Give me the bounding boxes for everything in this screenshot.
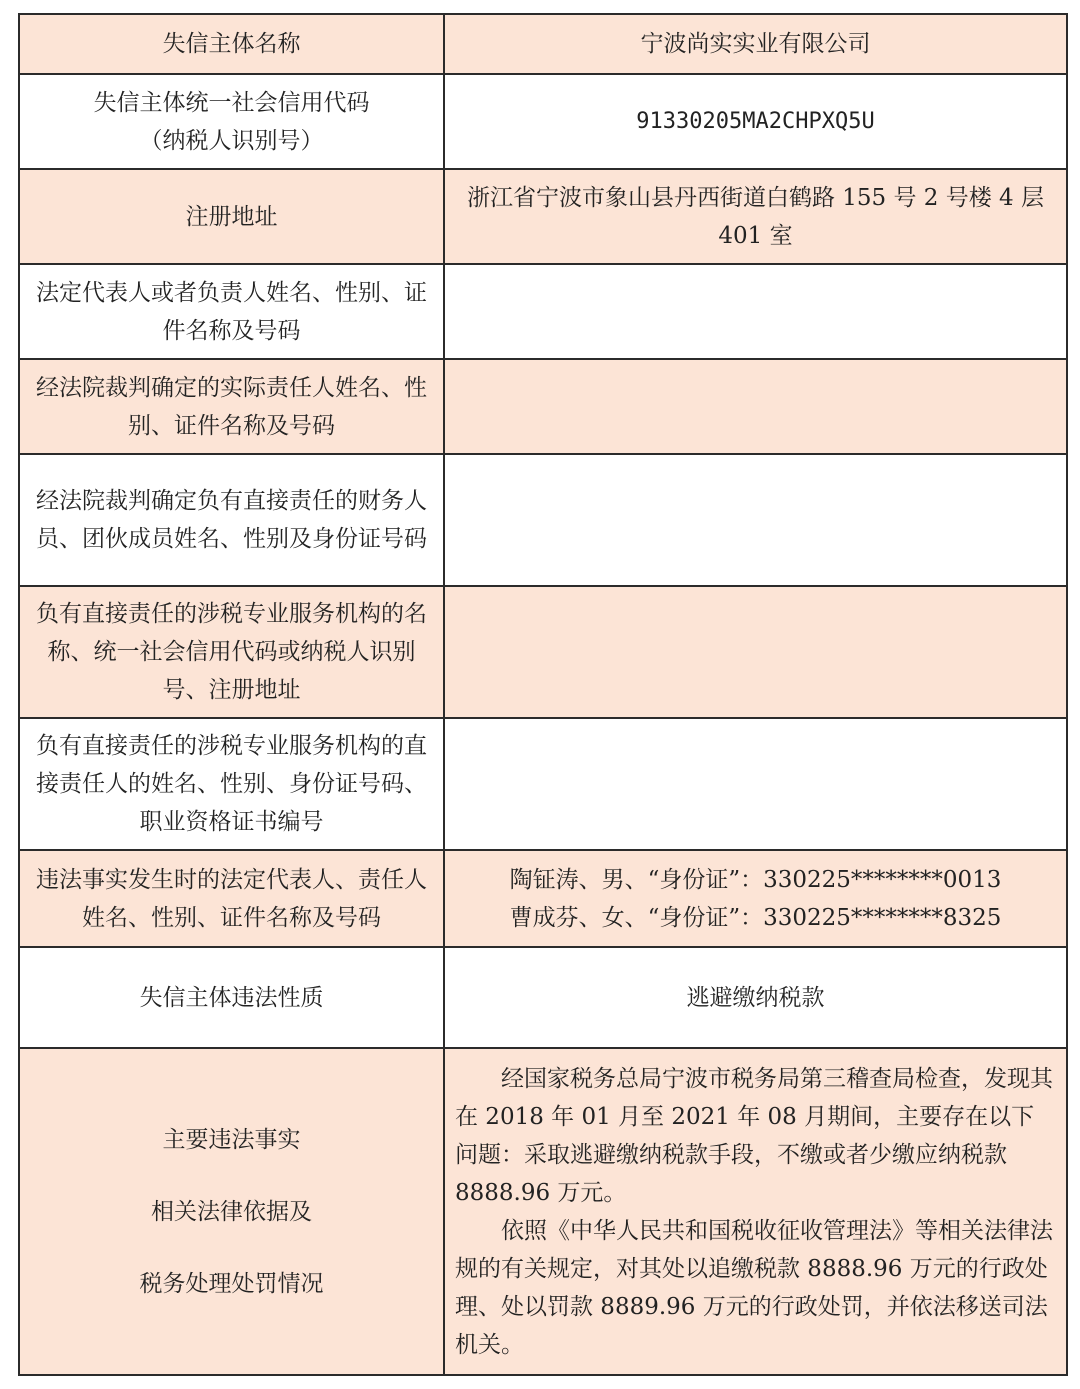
table-row xyxy=(19,359,1067,454)
table-row xyxy=(19,586,1067,718)
value-cell xyxy=(444,264,1067,359)
credit-info-table xyxy=(18,13,1068,1376)
label-cell: 失信主体违法性质 xyxy=(19,947,444,1048)
label-line: 主要违法事实 xyxy=(162,1126,301,1153)
table-row xyxy=(19,718,1067,850)
table-row xyxy=(19,169,1067,264)
value-cell: 浙江省宁波市象山县丹西街道白鹤路 155 号 2 号楼 4 层 401 室 xyxy=(444,169,1067,264)
value-cell xyxy=(444,850,1067,947)
table-row xyxy=(19,1048,1067,1375)
value-paragraph: 依照《中华人民共和国税收征收管理法》等相关法律法规的有关规定，对其处以追缴税款 8888.96 万元的行政处理、处以罚款 8889.96 万元的行政处罚，并依法移送司法机关。 xyxy=(455,1217,1053,1358)
value-cell xyxy=(444,359,1067,454)
table-row xyxy=(19,454,1067,586)
value-cell: 91330205MA2CHPXQ5U xyxy=(444,74,1067,169)
label-line: 税务处理处罚情况 xyxy=(139,1270,324,1297)
credit-info-table-wrapper xyxy=(18,13,1066,1376)
label-cell: 经法院裁判确定的实际责任人姓名、性别、证件名称及号码 xyxy=(19,359,444,454)
value-cell xyxy=(444,454,1067,586)
label-cell: 违法事实发生时的法定代表人、责任人姓名、性别、证件名称及号码 xyxy=(19,850,444,947)
label-cell: 注册地址 xyxy=(19,169,444,264)
spacer xyxy=(28,1159,435,1193)
value-cell xyxy=(444,718,1067,850)
table-row xyxy=(19,14,1067,74)
label-cell xyxy=(19,1048,444,1375)
value-cell xyxy=(444,586,1067,718)
value-line: 曹成芬、女、“身份证”：330225********8325 xyxy=(509,904,1002,931)
value-cell: 宁波尚实实业有限公司 xyxy=(444,14,1067,74)
label-line: 失信主体统一社会信用代码 xyxy=(93,89,370,116)
table-row xyxy=(19,947,1067,1048)
table-row xyxy=(19,264,1067,359)
value-cell: 逃避缴纳税款 xyxy=(444,947,1067,1048)
table-row xyxy=(19,850,1067,947)
label-cell: 失信主体名称 xyxy=(19,14,444,74)
value-cell xyxy=(444,1048,1067,1375)
label-cell xyxy=(19,74,444,169)
value-paragraph: 经国家税务总局宁波市税务局第三稽查局检查，发现其在 2018 年 01 月至 2021 年 08 月期间，主要存在以下问题：采取逃避缴纳税款手段，不缴或者少缴应纳税款 8888.96 万元。 xyxy=(455,1065,1053,1206)
label-cell: 负有直接责任的涉税专业服务机构的直接责任人的姓名、性别、身份证号码、职业资格证书编号 xyxy=(19,718,444,850)
label-cell: 法定代表人或者负责人姓名、性别、证件名称及号码 xyxy=(19,264,444,359)
label-line: （纳税人识别号） xyxy=(139,127,324,154)
table-row xyxy=(19,74,1067,169)
label-line: 相关法律依据及 xyxy=(151,1198,312,1225)
spacer xyxy=(28,1231,435,1265)
value-line: 陶钲涛、男、“身份证”：330225********0013 xyxy=(509,866,1002,893)
label-cell: 负有直接责任的涉税专业服务机构的名称、统一社会信用代码或纳税人识别号、注册地址 xyxy=(19,586,444,718)
label-cell: 经法院裁判确定负有直接责任的财务人员、团伙成员姓名、性别及身份证号码 xyxy=(19,454,444,586)
